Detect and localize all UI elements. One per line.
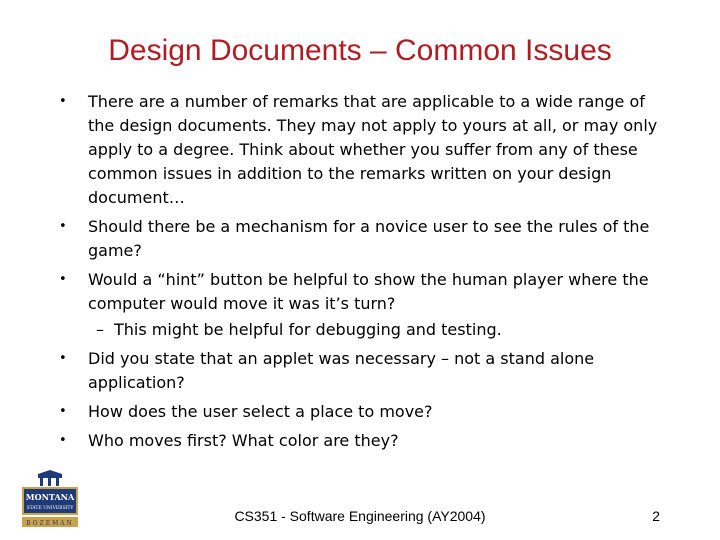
logo-text-state: STATE UNIVERSITY	[26, 506, 74, 511]
bullet-marker: •	[59, 351, 67, 366]
bullet-item	[56, 268, 666, 316]
bullet-marker: •	[59, 272, 67, 287]
bullet-text: Who moves first? What color are they?	[88, 431, 399, 450]
sub-bullet-item	[56, 318, 666, 342]
bullet-marker: •	[59, 94, 67, 109]
bullet-item	[56, 215, 666, 263]
bullet-text: Would a “hint” button be helpful to show the human player where the computer would move it was it’s turn?	[88, 270, 649, 313]
bullet-marker: •	[59, 433, 67, 448]
footer-course: CS351 - Software Engineering (AY2004)	[234, 508, 486, 524]
logo-text-montana: MONTANA	[25, 492, 75, 502]
bullet-item	[56, 90, 666, 210]
logo-text-bozeman: BOZEMAN	[26, 520, 74, 527]
bullet-text: Did you state that an applet was necessary – not a stand alone application?	[88, 349, 595, 392]
page-number: 2	[652, 508, 660, 524]
bullet-text: There are a number of remarks that are applicable to a wide range of the design documents. They may not apply to yours at all, or may only apply to a degree. Think about whether you suffer from any of these common issues in addition to the remarks written on your design document…	[88, 92, 658, 207]
bullet-item	[56, 429, 666, 453]
bullet-item	[56, 347, 666, 395]
slide-title: Design Documents – Common Issues	[108, 34, 612, 67]
bullet-marker: •	[59, 219, 67, 234]
bullet-list	[56, 90, 666, 458]
bullet-item	[56, 400, 666, 424]
sub-bullet-text: This might be helpful for debugging and testing.	[114, 320, 502, 339]
bullet-text: How does the user select a place to move?	[88, 402, 433, 421]
bullet-marker: •	[59, 404, 67, 419]
sub-bullet-marker: –	[96, 320, 104, 339]
bullet-text: Should there be a mechanism for a novice user to see the rules of the game?	[88, 217, 650, 260]
